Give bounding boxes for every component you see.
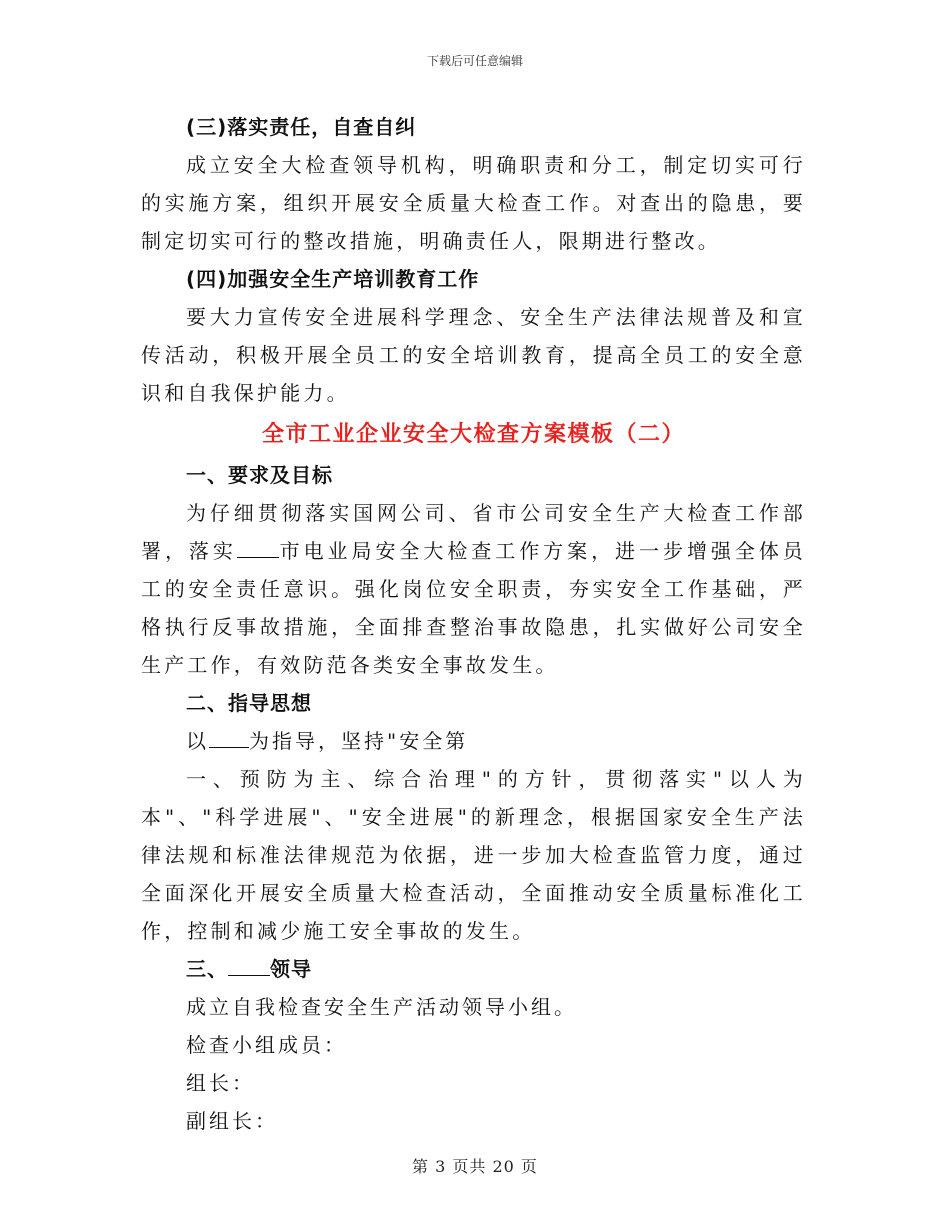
part-2-text-pre: 以 (186, 729, 209, 753)
part-2-text-post: 为指导，坚持"安全第 (249, 729, 469, 753)
section-4-paragraph: 要大力宣传安全进展科学理念、安全生产法律法规普及和宣传活动，积极开展全员工的安全培训教育，提高全员工的安全意识和自我保护能力。 (141, 305, 806, 405)
part-3-line-1: 成立自我检查安全生产活动领导小组。 (186, 995, 577, 1019)
document-title: 全市工业企业安全大检查方案模板（二） (261, 422, 685, 447)
blank-underline (228, 955, 270, 976)
part-1-heading: 一、要求及目标 (186, 463, 333, 487)
part-3-heading-pre: 三、 (186, 957, 228, 981)
document-body (141, 108, 806, 1140)
part-3-heading-post: 领导 (270, 957, 312, 981)
section-4-heading: (四)加强安全生产培训教育工作 (186, 267, 480, 291)
part-2-line-1 (141, 722, 806, 760)
blank-underline (209, 727, 249, 748)
part-2-heading: 二、指导思想 (186, 691, 312, 715)
part-3-heading (141, 950, 806, 988)
part-1-text-post: 市电业局安全大检查工作方案，进一步增强全体员工的安全责任意识。强化岗位安全职责，夯实安全工作基础，严格执行反事故措施，全面排查整治事故隐患，扎实做好公司安全生产工作，有效防范各类安全事故发生。 (141, 539, 806, 677)
part-1-paragraph (141, 494, 806, 684)
section-3-heading: (三)落实责任，自查自纠 (186, 115, 417, 139)
page-header-note: 下载后可任意编辑 (426, 54, 523, 68)
part-3-line-2: 检查小组成员： (186, 1033, 347, 1057)
section-3-paragraph: 成立安全大检查领导机构，明确职责和分工，制定切实可行的实施方案，组织开展安全质量大检查工作。对查出的隐患，要制定切实可行的整改措施，明确责任人，限期进行整改。 (141, 153, 806, 253)
page-footer-number: 第 3 页共 20 页 (412, 1157, 538, 1176)
part-3-line-3: 组长： (186, 1071, 255, 1095)
part-2-paragraph: 一、预防为主、综合治理"的方针，贯彻落实"以人为本"、"科学进展"、"安全进展"的新理念，根据国家安全生产法律法规和标准法律规范为依据，进一步加大检查监管力度，通过全面深化开展安全质量大检查活动，全面推动安全质量标准化工作，控制和减少施工安全事故的发生。 (141, 767, 806, 943)
part-3-line-4: 副组长： (186, 1109, 278, 1133)
part-1-text-pre: 为仔细贯彻落实国网公司、省市公司安全生产大检查工作部署，落实 (141, 501, 806, 563)
blank-underline (237, 537, 279, 558)
